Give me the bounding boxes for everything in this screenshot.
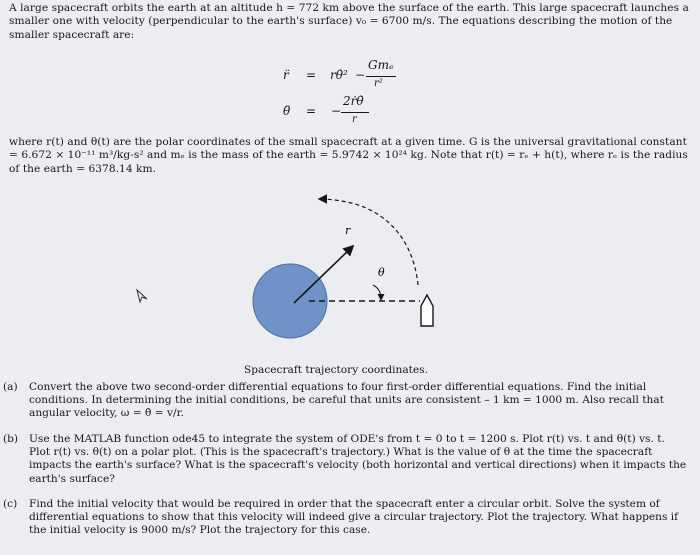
figure-caption: Spacecraft trajectory coordinates.	[244, 364, 428, 376]
where-paragraph: where r(t) and θ(t) are the polar coordinates of the small spacecraft at a given time. G is the universal gravitational constant = 6.672 × 10⁻¹¹ m³/kg-s² and mₑ is the mass of the earth = 5.9742 × 10²⁴ kg. Note that r(t) = rₑ + h(t), where rₑ is the radius of the earth = 6378.14 km.	[9, 136, 688, 175]
eq2-minus: −	[331, 104, 342, 118]
figure-r-label: r	[345, 224, 351, 237]
eq1-equals: =	[306, 68, 317, 82]
question-b	[3, 433, 689, 486]
question-a-label: (a)	[3, 381, 18, 393]
figure-theta-label: θ	[378, 266, 385, 279]
eq2-equals: =	[306, 104, 317, 118]
eq2-lhs: θ̈	[283, 104, 291, 118]
cursor-icon	[137, 290, 147, 302]
eq1-lhs: r̈	[283, 68, 289, 82]
eq1-denominator: r²	[374, 78, 383, 89]
trajectory-arc	[320, 199, 418, 285]
question-a	[3, 381, 689, 421]
eq2-numerator: 2ṙθ̇	[343, 94, 364, 108]
question-b-label: (b)	[3, 433, 19, 445]
question-c-label: (c)	[3, 498, 18, 510]
eq1-numerator: Gmₑ	[368, 58, 394, 72]
eq1-minus: −	[355, 68, 366, 82]
intro-paragraph: A large spacecraft orbits the earth at an altitude h = 772 km above the surface of the earth. This large spacecraft launches a smaller one with velocity (perpendicular to the earth's surface) v₀ = 6700 m/s. The equations describing the motion of the smaller spacecraft are:	[9, 2, 689, 41]
earth-circle	[253, 264, 327, 338]
question-a-text: Convert the above two second-order differential equations to four first-order differential equations. Find the initial conditions. In determining the initial conditions, be careful that units are consistent – 1 km = 1000 m. Also recall that angular velocity, ω = θ̇ = v/r.	[29, 381, 664, 420]
eq1-term1: rθ̇²	[330, 68, 348, 82]
question-c-text: Find the initial velocity that would be required in order that the spacecraft enter a circular orbit. Solve the system of differential equations to show that this velocity will indeed give a circular trajectory. Plot the trajectory. What happens if the initial velocity is 9000 m/s? Plot the trajectory for this case.	[29, 498, 679, 537]
question-b-text: Use the MATLAB function ode45 to integrate the system of ODE's from t = 0 to t = 1200 s. Plot r(t) vs. t and θ(t) vs. t. Plot r(t) vs. θ(t) on a polar plot. (This is the spacecraft's trajectory.) What is the value of θ at the time the spacecraft impacts the earth's surface? What is the spacecraft's velocity (both horizontal and vertical directions) when it impacts the earth's surface?	[29, 433, 687, 485]
question-c	[3, 498, 689, 538]
eq2-denominator: r	[352, 114, 357, 125]
theta-arc	[373, 285, 381, 299]
spacecraft-icon	[421, 295, 433, 326]
